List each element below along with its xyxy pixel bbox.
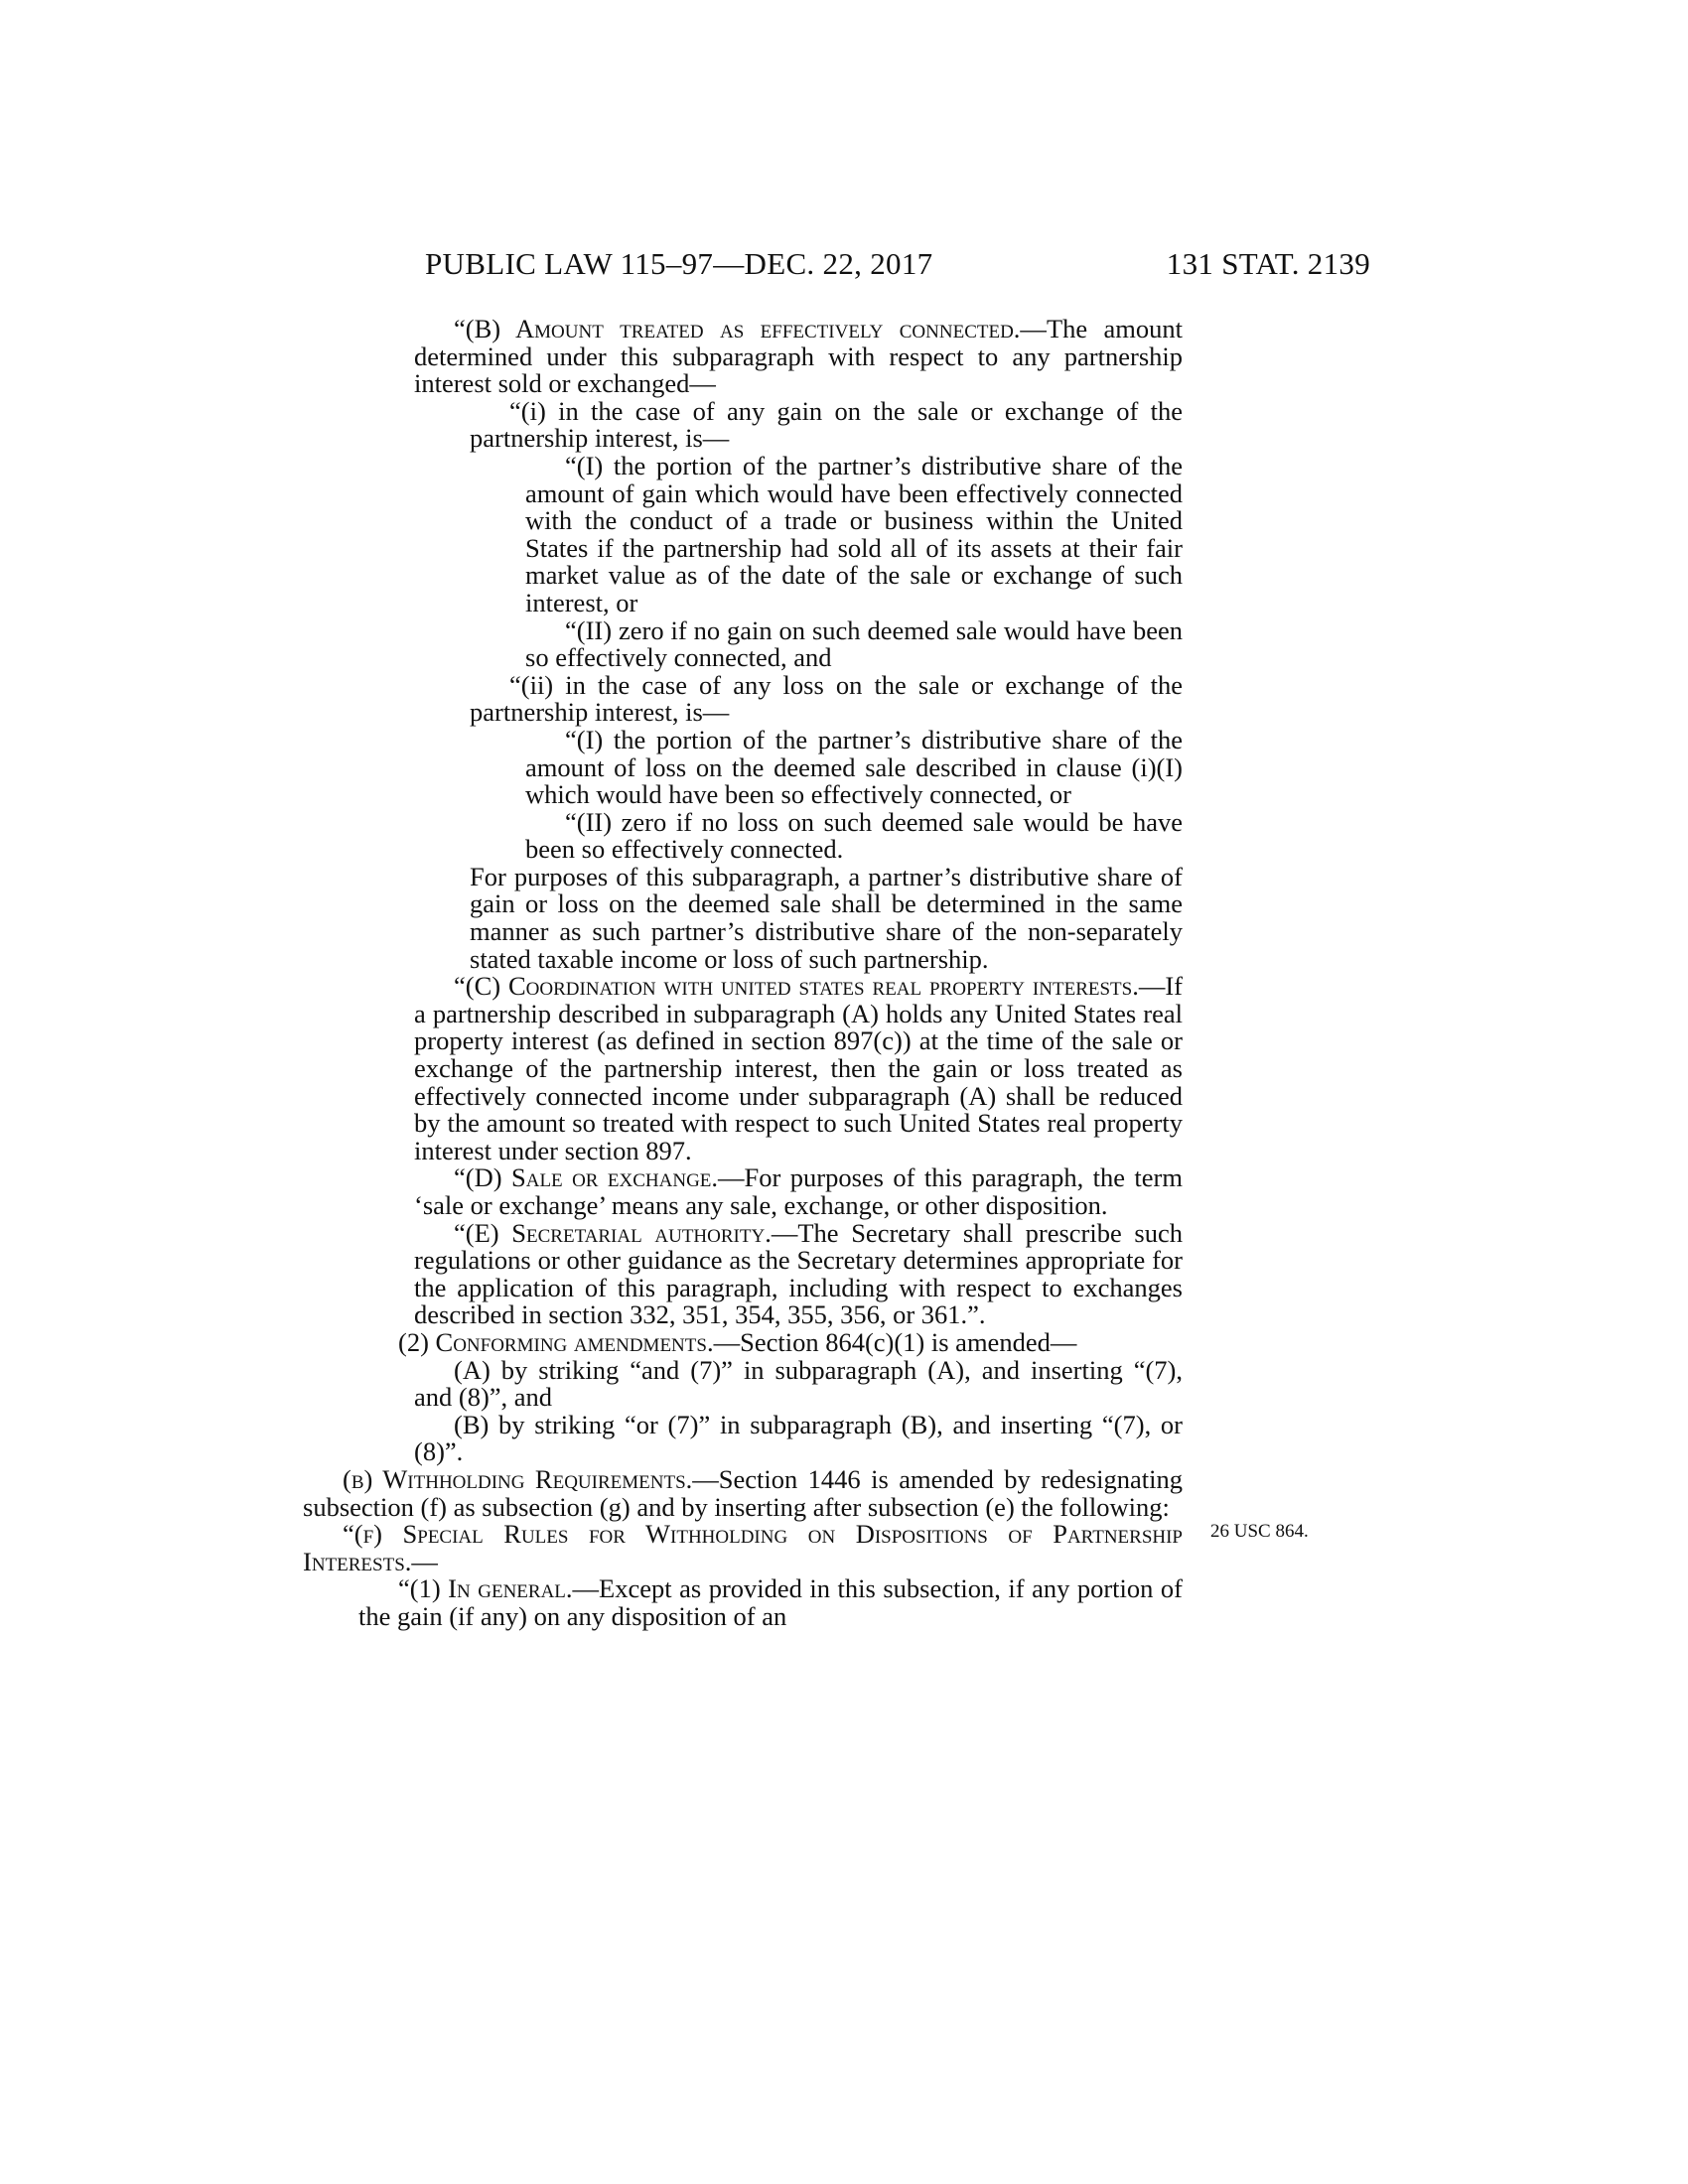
paragraph-2: (2) Conforming amendments.—Section 864(c)(1) is amended— (398, 1326, 1077, 1357)
subparagraph-E: “(E) Secretarial authority.—The Secretary shall prescribe such regulations or other guidance as the Secretary determines appropriate for the application of this paragraph, including with respect to exchanges described in section 332, 351, 354, 355, 356, or 361.”. (414, 1217, 1183, 1330)
clause-i: “(i) in the case of any gain on the sale or exchange of the partnership interest, is— (470, 395, 1183, 454)
page-header (425, 246, 1370, 286)
stat-citation: 131 STAT. 2139 (1166, 246, 1370, 281)
subclause-i-II: “(II) zero if no gain on such deemed sale would have been so effectively connected, and (525, 614, 1183, 673)
subclause-ii-II: “(II) zero if no loss on such deemed sale would be have been so effectively connected. (525, 806, 1183, 865)
paragraph-f-1: “(1) In general.—Except as provided in this subsection, if any portion of the gain (if any) on any disposition of an (358, 1573, 1183, 1631)
subsection-b: (b) Withholding Requirements.—Section 1446 is amended by redesignating subsection (f) as subsection (g) and by inserting after subsection (e) the following: (303, 1463, 1183, 1522)
subclause-ii-I: “(I) the portion of the partner’s distributive share of the amount of loss on the deemed sale described in clause (i)(I) which would have been so effectively connected, or (525, 724, 1183, 810)
flush-language: For purposes of this subparagraph, a partner’s distributive share of gain or loss on the deemed sale shall be determined in the same manner as such partner’s distributive share of the non-separately stated taxable income or loss of such partnership. (470, 861, 1183, 974)
subparagraph-B: “(B) Amount treated as effectively connected.—The amount determined under this subparagraph with respect to any partnership interest sold or exchanged— (414, 314, 1184, 399)
margin-citation: 26 USC 864. (1210, 1521, 1309, 1542)
subsection-f-heading: “(f) Special Rules for Withholding on Dispositions of Partnership Interests.— (303, 1519, 1183, 1576)
clause-ii: “(ii) in the case of any loss on the sale or exchange of the partnership interest, is— (470, 669, 1183, 728)
subparagraph-C: “(C) Coordination with united states real property interests.—If a partnership described in subparagraph (A) holds any United States real property interest (as defined in section 897(c)) at the time of the sale or exchange of the partnership interest, then the gain or loss treated as effectively connected income under subparagraph (A) shall be reduced by the amount so treated with respect to such United States real property interest under section 897. (414, 971, 1183, 1165)
running-head: PUBLIC LAW 115–97—DEC. 22, 2017 (425, 246, 933, 281)
paragraph-2-A: (A) by striking “and (7)” in subparagraph (A), and inserting “(7), and (8)”, and (414, 1354, 1183, 1413)
statute-body (303, 316, 1183, 1631)
subparagraph-D: “(D) Sale or exchange.—For purposes of this paragraph, the term ‘sale or exchange’ means any sale, exchange, or other disposition. (414, 1162, 1183, 1220)
paragraph-2-B: (B) by striking “or (7)” in subparagraph (B), and inserting “(7), or (8)”. (414, 1409, 1183, 1467)
subclause-i-I: “(I) the portion of the partner’s distributive share of the amount of gain which would have been effectively connected with the conduct of a trade or business within the United States if the partnership had sold all of its assets at their fair market value as of the date of the sale or exchange of such interest, or (525, 450, 1183, 617)
